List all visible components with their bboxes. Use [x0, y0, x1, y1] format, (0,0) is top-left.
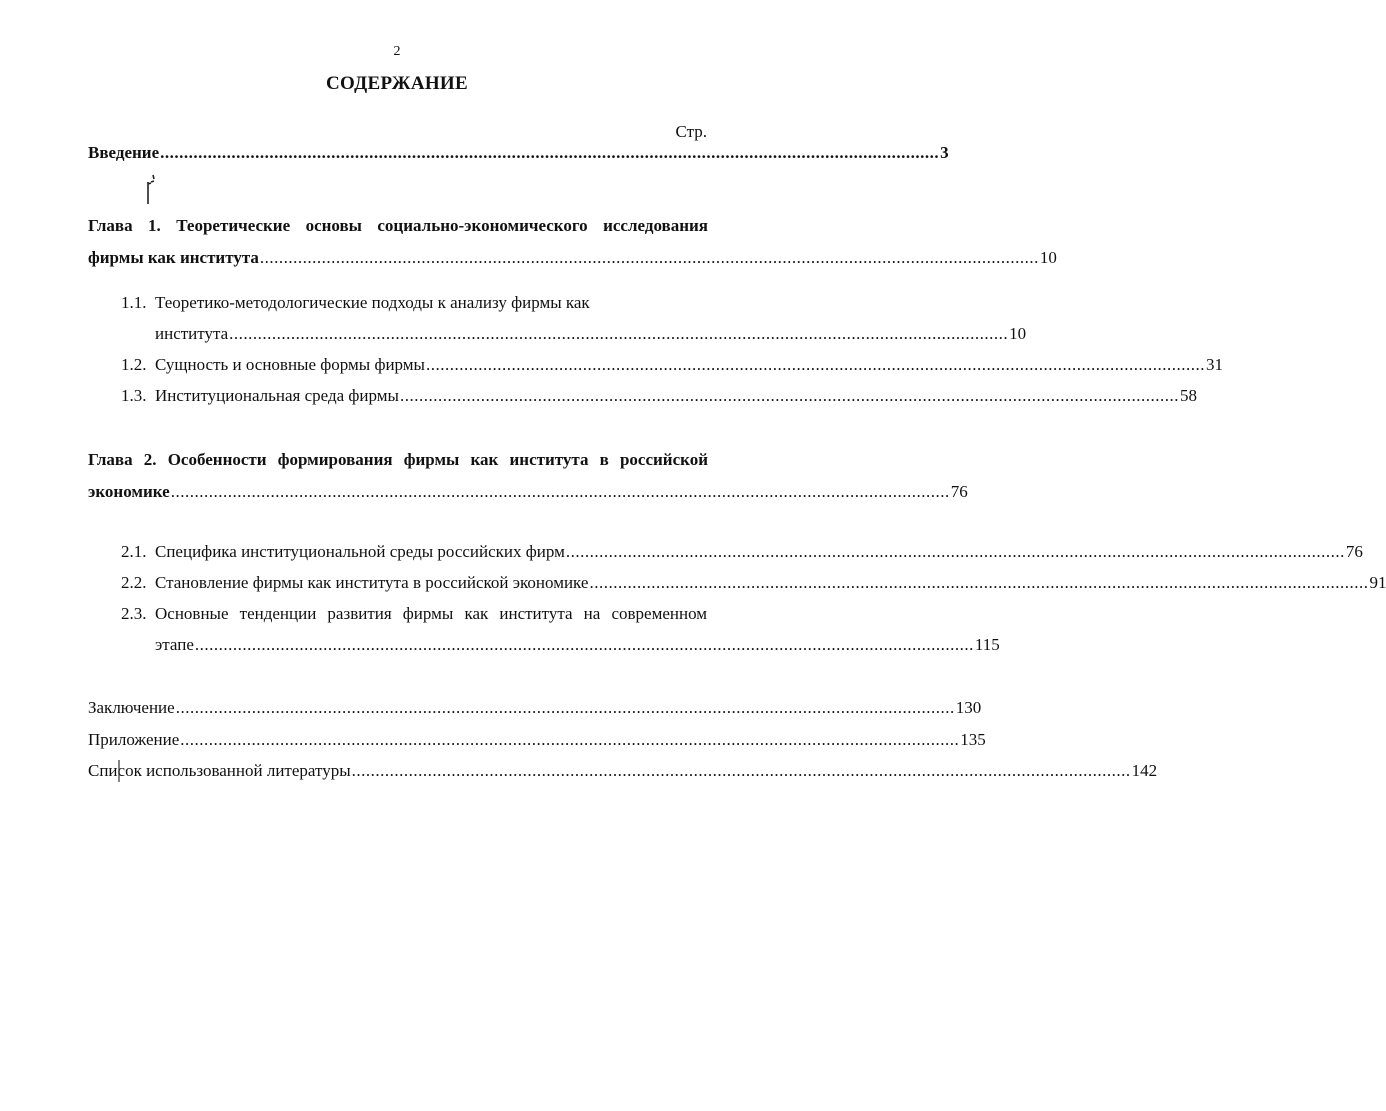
toc-entry-page: 58: [1179, 386, 1197, 405]
scan-artifact-mark: [117, 759, 121, 783]
toc-entry-label: Институциональная среда фирмы: [155, 386, 399, 405]
section-number: 1.2.: [121, 355, 147, 374]
toc-section-2-3-line1: [121, 603, 707, 625]
section-title: Теоретико-методологические подходы к анализу фирмы как: [155, 293, 590, 312]
dot-leader: ....................................................................................................................................................................: [160, 143, 940, 162]
toc-entry-label: Становление фирмы как института в российской экономике: [155, 573, 589, 592]
toc-entry-page: 135: [960, 730, 986, 749]
section-number: 2.2.: [121, 573, 147, 592]
toc-entry-1-2: [121, 354, 1223, 376]
toc-entry-page: 130: [955, 698, 982, 717]
section-number: 1.1.: [121, 293, 147, 312]
toc-entry-label: института: [155, 324, 229, 343]
toc-entry-label: Сущность и основные формы фирмы: [155, 355, 425, 374]
dot-leader: ....................................................................................................................................................................: [425, 355, 1205, 374]
toc-entry-label: Заключение: [88, 698, 175, 717]
page-number: 2: [393, 44, 401, 59]
toc-entry-chapter1: [88, 247, 1057, 269]
scan-artifact-mark: [145, 172, 157, 206]
toc-entry-appendix: [88, 729, 986, 751]
section-title: Основные тенденции развития фирмы как института на современном: [155, 604, 707, 623]
toc-entry-label: Специфика институциональной среды российских фирм: [155, 542, 565, 561]
toc-entry-page: 91: [1369, 573, 1386, 592]
toc-entry-label: Приложение: [88, 730, 180, 749]
dot-leader: ....................................................................................................................................................................: [175, 698, 955, 717]
toc-entry-2-3: [155, 634, 1000, 656]
chapter2-heading-line1: Глава 2. Особенности формирования фирмы как института в российской: [88, 450, 708, 469]
toc-entry-page: 76: [1345, 542, 1363, 561]
toc-section-1-1-line1: [121, 292, 590, 314]
toc-entry-bibliography: [88, 760, 1158, 782]
toc-entry-page: 115: [974, 635, 1000, 654]
toc-entry-introduction: [88, 142, 949, 164]
section-number: 2.3.: [121, 604, 147, 623]
toc-entry-1-3: [121, 385, 1197, 407]
dot-leader: ....................................................................................................................................................................: [259, 248, 1039, 267]
toc-entry-label: этапе: [155, 635, 194, 654]
toc-entry-page: 76: [950, 482, 968, 501]
toc-entry-2-2: [121, 572, 1386, 594]
dot-leader: ....................................................................................................................................................................: [170, 482, 950, 501]
toc-entry-conclusion: [88, 697, 982, 719]
toc-entry-label: Список использованной литературы: [88, 761, 351, 780]
toc-entry-label: Введение: [88, 143, 160, 162]
toc-entry-label: фирмы как института: [88, 248, 259, 267]
toc-entry-page: 10: [1009, 324, 1027, 343]
toc-entry-page: 3: [940, 143, 949, 162]
section-number: 2.1.: [121, 542, 147, 561]
dot-leader: ....................................................................................................................................................................: [180, 730, 960, 749]
toc-entry-page: 31: [1205, 355, 1223, 374]
toc-entry-chapter2: [88, 481, 968, 503]
dot-leader: ....................................................................................................................................................................: [229, 324, 1009, 343]
toc-entry-2-1: [121, 541, 1363, 563]
page-column-label: Стр.: [675, 122, 707, 141]
section-number: 1.3.: [121, 386, 147, 405]
dot-leader: ....................................................................................................................................................................: [194, 635, 974, 654]
dot-leader: ....................................................................................................................................................................: [351, 761, 1131, 780]
toc-entry-page: 10: [1039, 248, 1057, 267]
dot-leader: ....................................................................................................................................................................: [399, 386, 1179, 405]
toc-entry-1-1: [155, 323, 1027, 345]
dot-leader: ....................................................................................................................................................................: [589, 573, 1369, 592]
toc-entry-page: 142: [1131, 761, 1158, 780]
dot-leader: ....................................................................................................................................................................: [565, 542, 1345, 561]
page-title: СОДЕРЖАНИЕ: [326, 73, 468, 94]
chapter1-heading-line1: Глава 1. Теоретические основы социально-экономического исследования: [88, 216, 708, 235]
toc-entry-label: экономике: [88, 482, 170, 501]
